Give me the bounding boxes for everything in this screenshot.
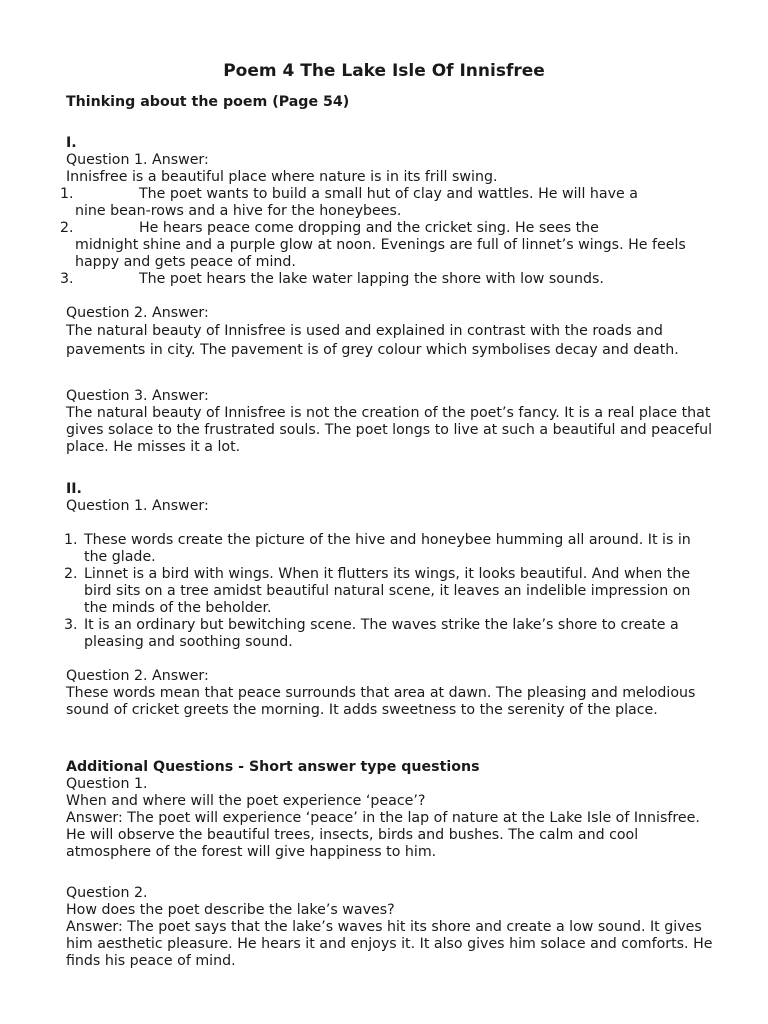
list-item-text-continued: nine bean-rows and a hive for the honeybees. bbox=[75, 203, 402, 219]
answer-text: Answer: The poet says that the lake’s waves hit its shore and create a low sound. It gives him aesthetic pleasure. He hears it and enjoys it. It also gives him solace and comforts. He finds his peace of mind. bbox=[66, 919, 713, 969]
list-item-text-continued: midnight shine and a purple glow at noon. Evenings are full of linnet’s wings. He feels happy and gets peace of mind. bbox=[75, 237, 686, 270]
question-text: How does the poet describe the lake’s waves? bbox=[66, 902, 395, 918]
answer-list bbox=[60, 186, 718, 288]
list-item bbox=[66, 566, 718, 617]
question-label: Question 2. bbox=[66, 885, 148, 901]
section1-question3 bbox=[66, 388, 718, 456]
list-item-text: These words create the picture of the hive and honeybee humming all around. It is in the glade. bbox=[84, 532, 691, 565]
additional-question2 bbox=[66, 885, 718, 970]
answer-text: The natural beauty of Innisfree is used and explained in contrast with the roads and pavements in city. The pavement is of grey colour which symbolises decay and death. bbox=[66, 323, 679, 358]
list-number: 3. bbox=[64, 617, 78, 633]
section1-question1 bbox=[60, 152, 718, 288]
list-item-text: It is an ordinary but bewitching scene. The waves strike the lake’s shore to create a pleasing and soothing sound. bbox=[84, 617, 679, 650]
question-label: Question 1. bbox=[66, 776, 148, 792]
list-number: 2. bbox=[60, 220, 74, 236]
additional-question1 bbox=[66, 776, 718, 861]
list-item bbox=[60, 271, 718, 288]
answer-text: These words mean that peace surrounds that area at dawn. The pleasing and melodious sound of cricket greets the morning. It adds sweetness to the serenity of the place. bbox=[66, 685, 696, 718]
list-number: 1. bbox=[64, 532, 78, 548]
section2-question2 bbox=[66, 668, 718, 719]
subtitle: Thinking about the poem (Page 54) bbox=[66, 94, 350, 110]
answer-intro: Innisfree is a beautiful place where nature is in its frill swing. bbox=[66, 169, 498, 185]
section2-question1-label: Question 1. Answer: bbox=[66, 498, 209, 514]
list-item bbox=[66, 532, 718, 566]
page-title: Poem 4 The Lake Isle Of Innisfree bbox=[223, 61, 545, 81]
list-item-text: Linnet is a bird with wings. When it flutters its wings, it looks beautiful. And when the bird sits on a tree amidst beautiful natural scene, it leaves an indelible impression on the minds of the beholder. bbox=[84, 566, 691, 616]
list-item bbox=[60, 186, 718, 220]
list-number: 3. bbox=[60, 271, 74, 287]
list-item-text: He hears peace come dropping and the cricket sing. He sees the bbox=[139, 220, 599, 236]
list-number: 2. bbox=[64, 566, 78, 582]
list-number: 1. bbox=[60, 186, 74, 202]
section2-answer-list bbox=[66, 532, 718, 651]
answer-text: The natural beauty of Innisfree is not the creation of the poet’s fancy. It is a real place that gives solace to the frustrated souls. The poet longs to live at such a beautiful and peaceful place. He misses it a lot. bbox=[66, 405, 713, 455]
answer-text: Answer: The poet will experience ‘peace’ in the lap of nature at the Lake Isle of Innisfree. He will observe the beautiful trees, insects, birds and bushes. The calm and cool atmosphere of the forest will give happiness to him. bbox=[66, 810, 700, 860]
list-item-text: The poet wants to build a small hut of clay and wattles. He will have a bbox=[139, 186, 638, 202]
question-label: Question 2. Answer: bbox=[66, 305, 209, 321]
question-label: Question 1. Answer: bbox=[66, 152, 209, 168]
additional-heading: Additional Questions - Short answer type questions bbox=[66, 759, 480, 775]
question-label: Question 3. Answer: bbox=[66, 388, 209, 404]
list-item bbox=[66, 617, 718, 651]
question-text: When and where will the poet experience ‘peace’? bbox=[66, 793, 426, 809]
section-heading-1: I. bbox=[66, 135, 77, 151]
section-heading-2: II. bbox=[66, 481, 82, 497]
question-label: Question 2. Answer: bbox=[66, 668, 209, 684]
section1-question2 bbox=[66, 305, 718, 359]
list-item-text: The poet hears the lake water lapping the shore with low sounds. bbox=[139, 271, 604, 287]
list-item bbox=[60, 220, 718, 271]
